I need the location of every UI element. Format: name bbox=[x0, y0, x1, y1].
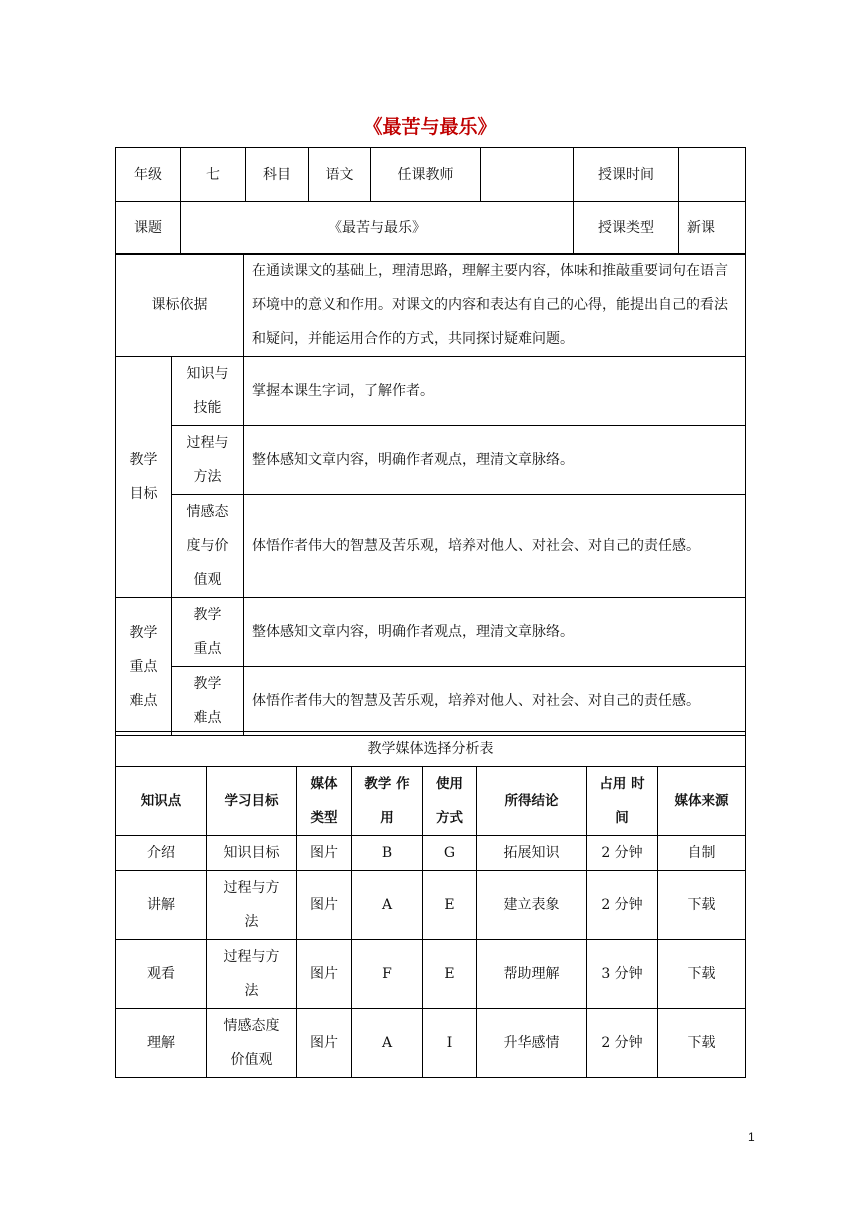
document-title: 《最苦与最乐》 bbox=[363, 116, 497, 138]
teacher-value bbox=[481, 148, 574, 202]
table-cell: 理解 bbox=[116, 1009, 207, 1078]
goal-text: 整体感知文章内容，明确作者观点，理清文章脉络。 bbox=[244, 426, 746, 495]
table-cell: 讲解 bbox=[116, 871, 207, 940]
table-row bbox=[116, 871, 746, 940]
media-analysis-table bbox=[115, 731, 746, 1078]
table-cell: 升华感情 bbox=[477, 1009, 587, 1078]
column-header: 知识点 bbox=[116, 767, 207, 836]
column-header: 使用方式 bbox=[423, 767, 477, 836]
table-cell: 自制 bbox=[658, 836, 746, 871]
table-cell: 情感态度价值观 bbox=[207, 1009, 297, 1078]
key-point-name: 教学重点 bbox=[172, 598, 244, 667]
goal-text: 体悟作者伟大的智慧及苦乐观，培养对他人、对社会、对自己的责任感。 bbox=[244, 495, 746, 598]
time-label: 授课时间 bbox=[574, 148, 679, 202]
table-cell: 图片 bbox=[297, 836, 352, 871]
table-cell: G bbox=[423, 836, 477, 871]
lesson-info-table bbox=[115, 147, 746, 255]
subject-label: 科目 bbox=[246, 148, 309, 202]
table-cell: 介绍 bbox=[116, 836, 207, 871]
goal-name: 情感态度与价值观 bbox=[172, 495, 244, 598]
type-label: 授课类型 bbox=[574, 202, 679, 255]
time-value bbox=[679, 148, 746, 202]
basis-label: 课标依据 bbox=[116, 254, 244, 357]
type-value: 新课 bbox=[679, 202, 746, 255]
table-cell: 下载 bbox=[658, 1009, 746, 1078]
column-header: 学习目标 bbox=[207, 767, 297, 836]
table-cell: 拓展知识 bbox=[477, 836, 587, 871]
key-point-name: 教学难点 bbox=[172, 667, 244, 736]
table-cell: 2 分钟 bbox=[587, 871, 658, 940]
table-cell: 2 分钟 bbox=[587, 1009, 658, 1078]
table-cell: E bbox=[423, 871, 477, 940]
key-point-text: 整体感知文章内容，明确作者观点，理清文章脉络。 bbox=[244, 598, 746, 667]
lesson-goals-table bbox=[115, 253, 746, 736]
key-points-label: 教学重点难点 bbox=[116, 598, 172, 736]
table-cell: 过程与方法 bbox=[207, 940, 297, 1009]
table-row bbox=[116, 836, 746, 871]
table-cell: 图片 bbox=[297, 940, 352, 1009]
topic-value: 《最苦与最乐》 bbox=[181, 202, 574, 255]
table-cell: A bbox=[352, 871, 423, 940]
table-row bbox=[116, 1009, 746, 1078]
media-table-title: 教学媒体选择分析表 bbox=[116, 732, 746, 767]
subject-value: 语文 bbox=[309, 148, 371, 202]
table-cell: E bbox=[423, 940, 477, 1009]
column-header: 媒体来源 bbox=[658, 767, 746, 836]
teacher-label: 任课教师 bbox=[371, 148, 481, 202]
table-cell: 3 分钟 bbox=[587, 940, 658, 1009]
table-cell: 图片 bbox=[297, 1009, 352, 1078]
topic-label: 课题 bbox=[116, 202, 181, 255]
table-cell: 建立表象 bbox=[477, 871, 587, 940]
page-number: 1 bbox=[748, 1130, 755, 1144]
table-row bbox=[116, 940, 746, 1009]
table-cell: 2 分钟 bbox=[587, 836, 658, 871]
column-header: 教学 作用 bbox=[352, 767, 423, 836]
table-cell: B bbox=[352, 836, 423, 871]
grade-value: 七 bbox=[181, 148, 246, 202]
basis-text: 在通读课文的基础上，理清思路，理解主要内容，体味和推敲重要词句在语言环境中的意义和作用。对课文的内容和表达有自己的心得，能提出自己的看法和疑问，并能运用合作的方式，共同探讨疑难问题。 bbox=[244, 254, 746, 357]
grade-label: 年级 bbox=[116, 148, 181, 202]
goal-name: 过程与方法 bbox=[172, 426, 244, 495]
column-header: 媒体类型 bbox=[297, 767, 352, 836]
column-header: 占用 时间 bbox=[587, 767, 658, 836]
column-header: 所得结论 bbox=[477, 767, 587, 836]
table-cell: A bbox=[352, 1009, 423, 1078]
table-cell: 下载 bbox=[658, 940, 746, 1009]
table-cell: 帮助理解 bbox=[477, 940, 587, 1009]
table-cell: I bbox=[423, 1009, 477, 1078]
goals-label: 教学目标 bbox=[116, 357, 172, 598]
goal-name: 知识与技能 bbox=[172, 357, 244, 426]
table-cell: 知识目标 bbox=[207, 836, 297, 871]
goal-text: 掌握本课生字词，了解作者。 bbox=[244, 357, 746, 426]
table-cell: 过程与方法 bbox=[207, 871, 297, 940]
key-point-text: 体悟作者伟大的智慧及苦乐观，培养对他人、对社会、对自己的责任感。 bbox=[244, 667, 746, 736]
table-cell: 下载 bbox=[658, 871, 746, 940]
table-cell: F bbox=[352, 940, 423, 1009]
table-cell: 图片 bbox=[297, 871, 352, 940]
table-cell: 观看 bbox=[116, 940, 207, 1009]
